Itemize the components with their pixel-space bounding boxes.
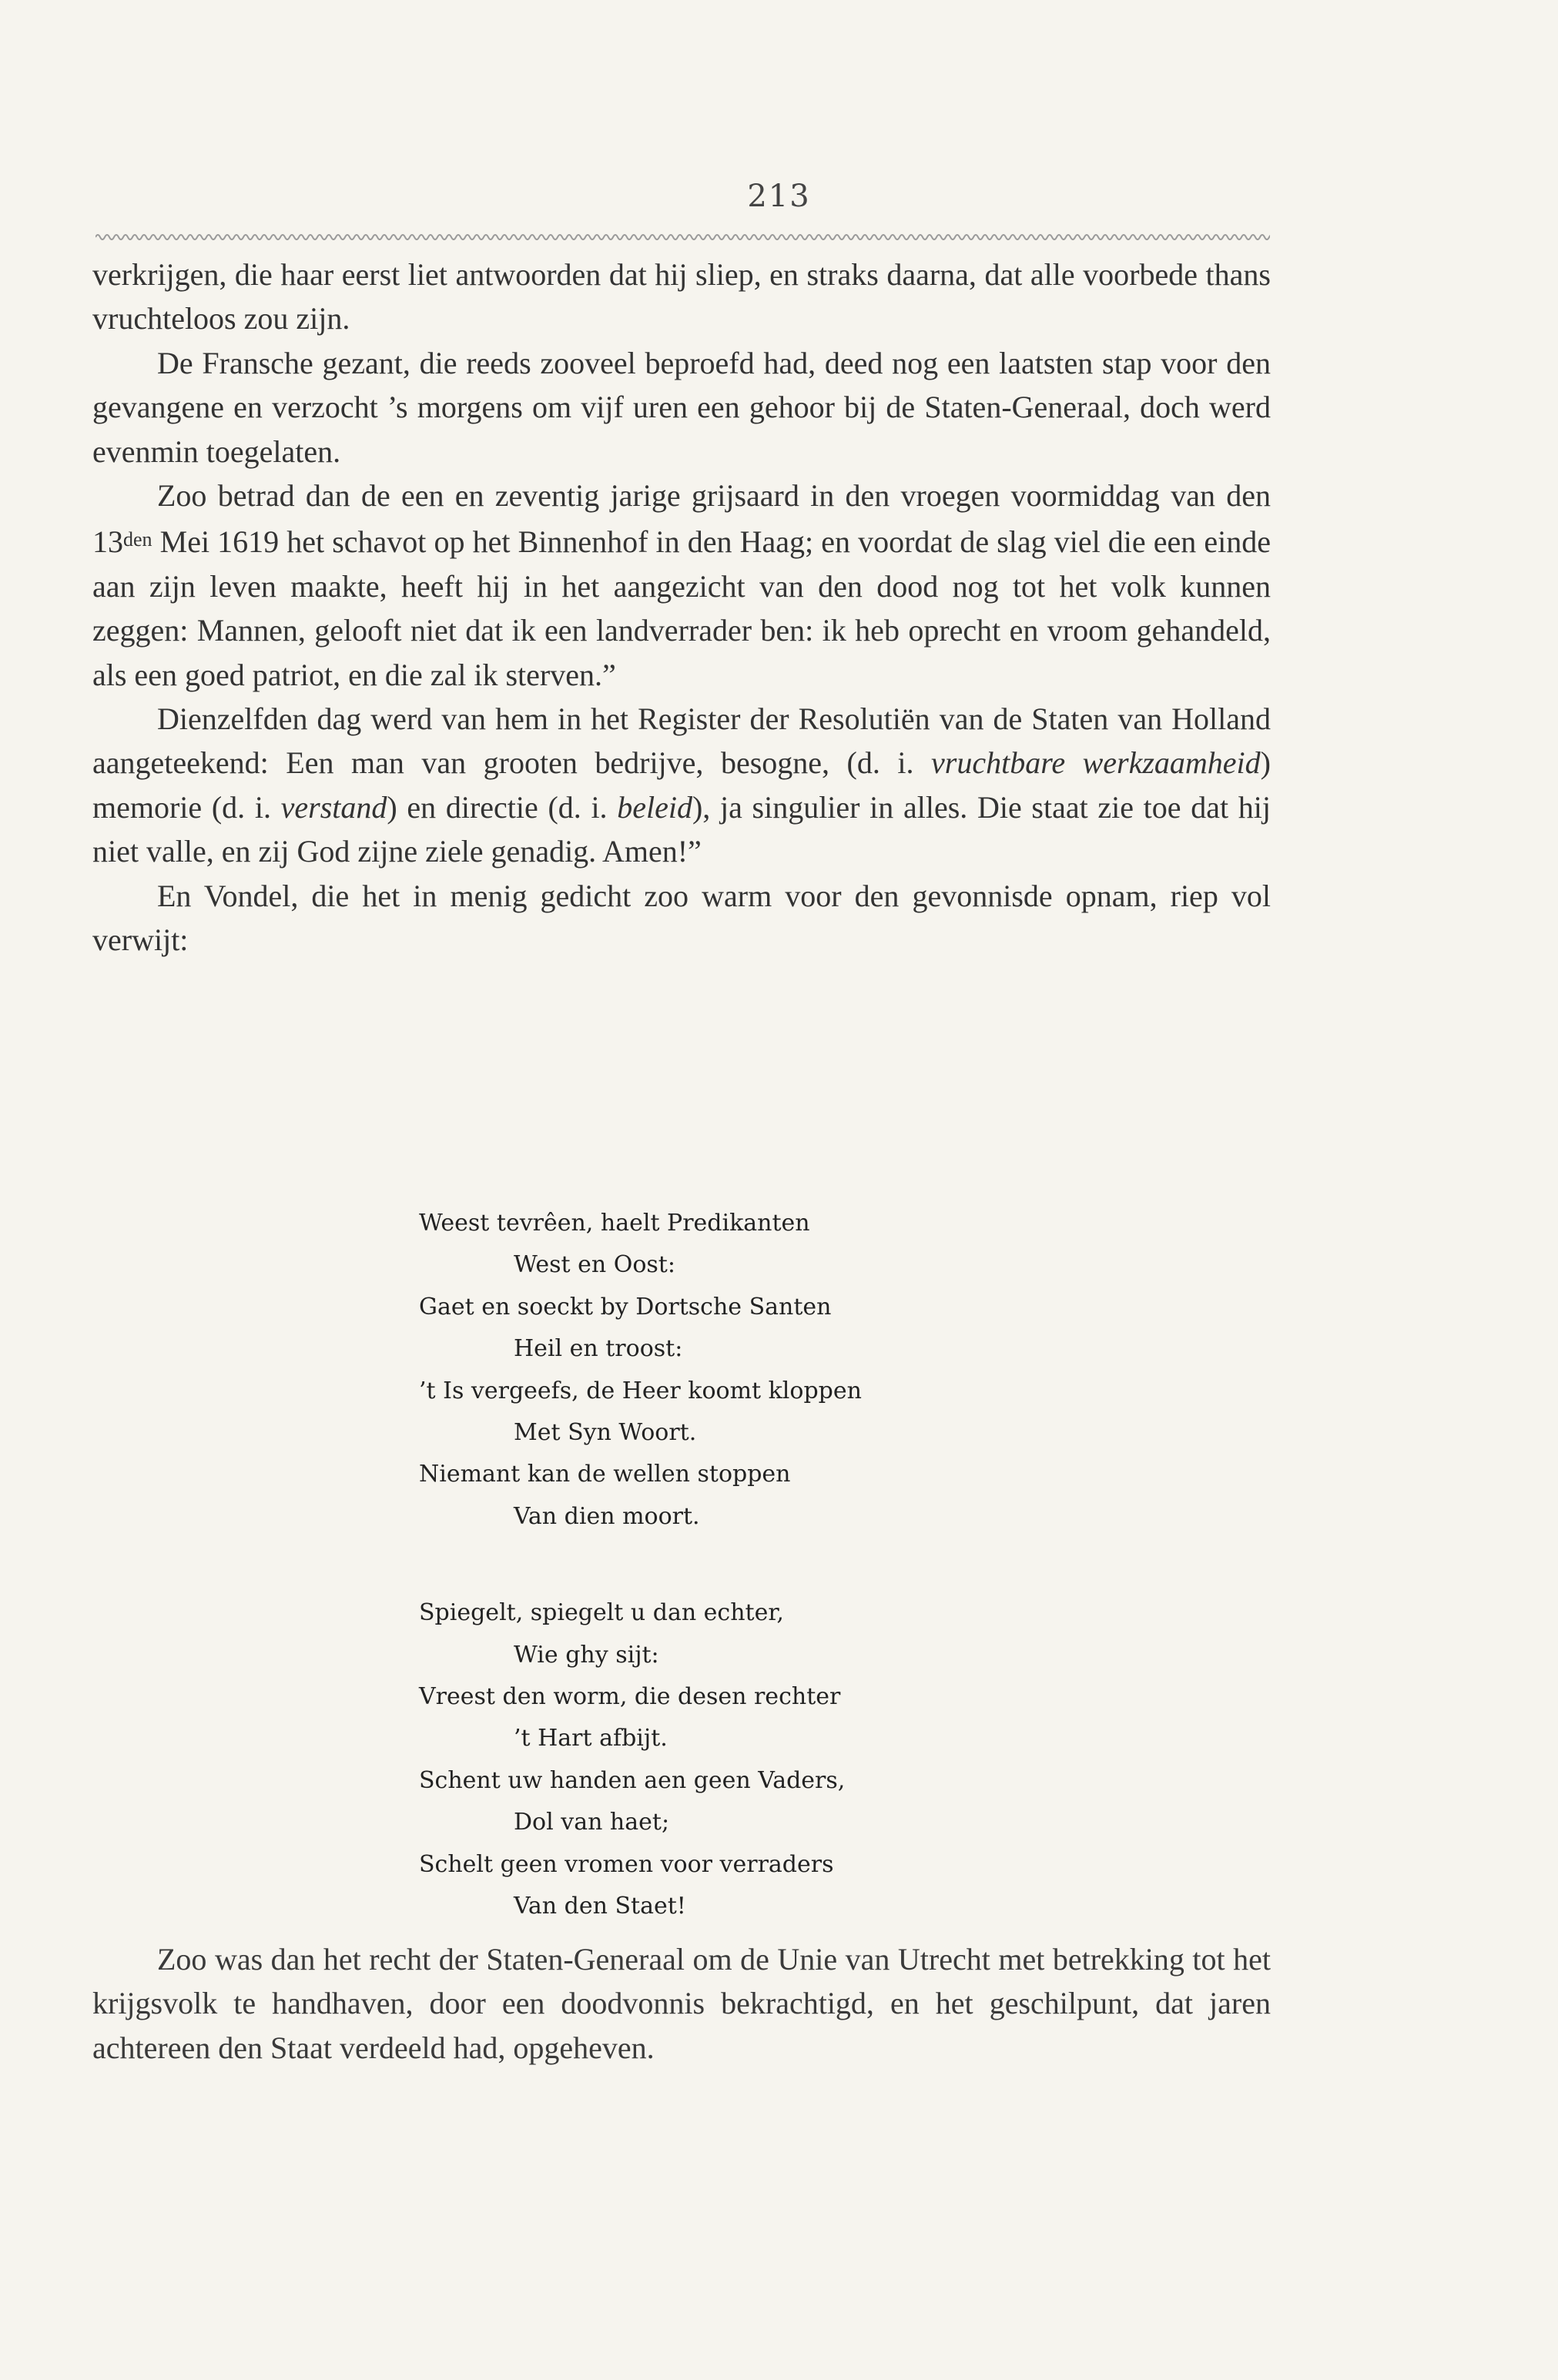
verse-line: Gaet en soeckt by Dortsche Santen xyxy=(419,1293,832,1321)
paragraph-4: Dienzelfden dag werd van hem in het Register der Resolutiën van de Staten van Holland aangeteekend: Een man van grooten bedrijve, besogne, (d. i. vruchtbare werkzaamheid) memorie (d. i. verstand) en directie (d. i. beleid), ja singulier in alles. Die staat zie toe dat hij niet valle, en zij God zijne ziele genadig. Amen!” xyxy=(92,701,1271,869)
paragraph-3: Zoo betrad dan de een en zeventig jarige grijsaard in den vroegen voormiddag van den $13^{den}$ Mei 1619 het schavot op het Binnenhof in den Haag; en voordat de slag viel die een einde aan zijn leven maakte, heeft hij in het aangezicht van den dood nog tot het volk kunnen zeggen: Mannen, gelooft niet dat ik een landverrader ben: ik heb oprecht en vroom gehandeld, als een goed patriot, en die zal ik sterven.” xyxy=(92,478,1271,692)
verse-line: Van dien moort. xyxy=(514,1502,700,1530)
verse-line: Heil en troost: xyxy=(514,1335,683,1363)
verse-line: Schelt geen vromen voor verraders xyxy=(419,1850,834,1878)
verse-line: Weest tevrêen, haelt Predikanten xyxy=(419,1210,810,1237)
ordinal-suffix: den xyxy=(123,528,152,551)
verse-line: ’t Hart afbijt. xyxy=(514,1725,668,1752)
verse-line: ’t Is vergeefs, de Heer koomt kloppen xyxy=(419,1377,862,1404)
verse-line: Wie ghy sijt: xyxy=(514,1641,659,1669)
verse-line: Schent uw handen aen geen Vaders, xyxy=(419,1766,846,1794)
ornamental-wavy-rule xyxy=(95,231,1270,243)
stanza-2 xyxy=(419,1592,1035,1927)
verse-line: Dol van haet; xyxy=(514,1809,670,1836)
verse-line: West en Oost: xyxy=(514,1251,675,1279)
closing-paragraph xyxy=(92,1937,1271,2070)
paragraph-5: En Vondel, die het in menig gedicht zoo warm voor den gevonnisde opnam, riep vol verwijt: xyxy=(92,878,1271,958)
gloss-verstand: verstand xyxy=(280,789,387,825)
verse-line: Vreest den worm, die desen rechter xyxy=(419,1683,841,1711)
verse-line: Met Syn Woort. xyxy=(514,1419,697,1447)
stanza-1 xyxy=(419,1203,1035,1538)
paragraph-6: Zoo was dan het recht der Staten-Generaal om de Unie van Utrecht met betrekking tot het krijgsvolk te handhaven, door een doodvonnis bekrachtigd, en het geschilpunt, dat jaren achtereen den Staat verdeeld had, opgeheven. xyxy=(92,1942,1271,2065)
gloss-vruchtbare-werkzaamheid: vruchtbare werkzaamheid xyxy=(931,745,1261,781)
paragraph-2: De Fransche gezant, die reeds zooveel beproefd had, deed nog een laatsten stap voor den gevangene en verzocht ’s morgens om vijf uren een gehoor bij de Staten-Generaal, doch werd evenmin toegelaten. xyxy=(92,345,1271,469)
verse-line: Niemant kan de wellen stoppen xyxy=(419,1461,791,1488)
vondel-poem xyxy=(419,1203,1035,1928)
page-number: 213 xyxy=(747,179,811,214)
verse-line: Spiegelt, spiegelt u dan echter, xyxy=(419,1599,784,1627)
gloss-beleid: beleid xyxy=(617,789,692,825)
paragraph-1: verkrijgen, die haar eerst liet antwoorden dat hij sliep, en straks daarna, dat alle voorbede thans vruchteloos zou zijn. xyxy=(92,257,1271,336)
main-text xyxy=(92,253,1271,962)
stanza-gap xyxy=(419,1538,1035,1592)
verse-line: Van den Staet! xyxy=(514,1893,686,1920)
